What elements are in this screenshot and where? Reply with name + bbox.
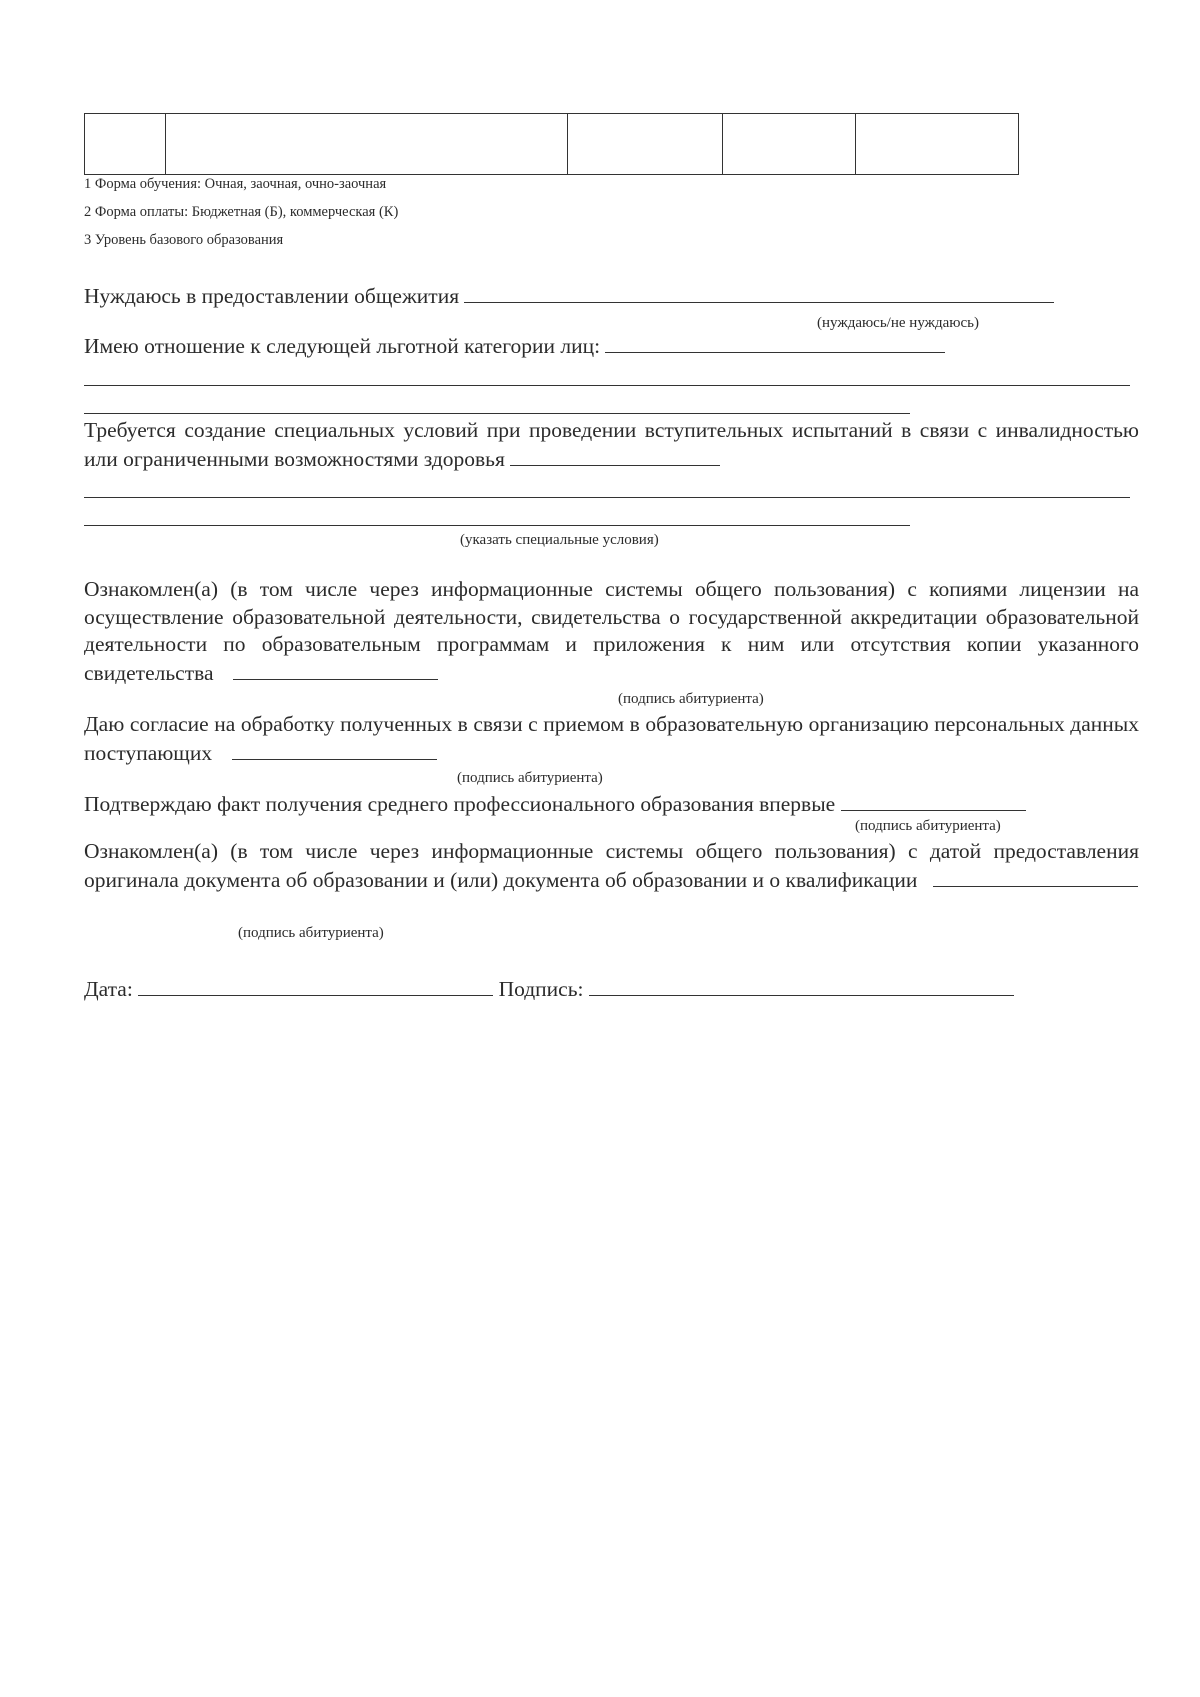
- date-signature-row: [84, 975, 1014, 1004]
- special-conditions-line-3[interactable]: [84, 525, 910, 526]
- footnote-study-form: 1 Форма обучения: Очная, заочная, очно-заочная: [84, 176, 387, 192]
- special-conditions-line-2[interactable]: [84, 497, 1130, 498]
- table-column-divider: [567, 114, 568, 174]
- consent-field: [84, 711, 1139, 767]
- date-label: Дата:: [84, 977, 133, 1001]
- dormitory-label: Нуждаюсь в предоставлении общежития: [84, 284, 460, 308]
- table-column-divider: [165, 114, 166, 174]
- application-table-fragment: [84, 113, 1019, 175]
- footnote-payment-form: 2 Форма оплаты: Бюджетная (Б), коммерческая (К): [84, 204, 399, 220]
- benefit-field: [84, 332, 945, 361]
- first-education-signature-line[interactable]: [841, 790, 1026, 811]
- special-conditions-caption: (указать специальные условия): [460, 532, 659, 548]
- consent-signature-line[interactable]: [232, 739, 437, 760]
- table-column-divider: [855, 114, 856, 174]
- first-education-text: Подтверждаю факт получения среднего профессионального образования впервые: [84, 792, 836, 816]
- benefit-label: Имею отношение к следующей льготной категории лиц:: [84, 334, 601, 358]
- special-conditions-answer-line[interactable]: [510, 445, 720, 466]
- consent-text: Даю согласие на обработку полученных в связи с приемом в образовательную организацию персональных данных поступающих: [84, 712, 1139, 765]
- signature-input-line[interactable]: [589, 975, 1014, 996]
- consent-signature-caption: (подпись абитуриента): [457, 770, 603, 786]
- benefit-answer-line-3[interactable]: [84, 413, 910, 414]
- license-acknowledgment-text: Ознакомлен(а) (в том числе через информационные системы общего пользования) с копиями лицензии на осуществление образовательной деятельности, свидетельства о государственной аккредитации образовательной деятельности по образовательным программам и приложения к ним или отсутствия копии указанного свидетельства: [84, 577, 1139, 685]
- original-docs-signature-line[interactable]: [933, 866, 1138, 887]
- original-docs-signature-caption: (подпись абитуриента): [238, 925, 384, 941]
- first-education-signature-caption: (подпись абитуриента): [855, 818, 1001, 834]
- dormitory-field: [84, 282, 1054, 311]
- special-conditions-field: [84, 417, 1139, 473]
- license-signature-caption: (подпись абитуриента): [618, 691, 764, 707]
- original-docs-text: Ознакомлен(а) (в том числе через информационные системы общего пользования) с датой предоставления оригинала документа об образовании и (или) документа об образовании и о квалификации: [84, 839, 1139, 892]
- dormitory-caption: (нуждаюсь/не нуждаюсь): [817, 315, 979, 331]
- benefit-answer-line-2[interactable]: [84, 385, 1130, 386]
- license-signature-line[interactable]: [233, 659, 438, 680]
- dormitory-answer-line[interactable]: [464, 282, 1054, 303]
- signature-label: Подпись:: [498, 977, 584, 1001]
- special-conditions-text: Требуется создание специальных условий при проведении вступительных испытаний в связи с инвалидностью или ограниченными возможностями здоровья: [84, 418, 1139, 471]
- table-column-divider: [722, 114, 723, 174]
- original-docs-field: [84, 838, 1139, 894]
- footnote-base-education: 3 Уровень базового образования: [84, 232, 284, 248]
- first-education-field: [84, 790, 1026, 819]
- date-input-line[interactable]: [138, 975, 493, 996]
- license-acknowledgment-field: [84, 576, 1139, 687]
- benefit-answer-line[interactable]: [605, 332, 945, 353]
